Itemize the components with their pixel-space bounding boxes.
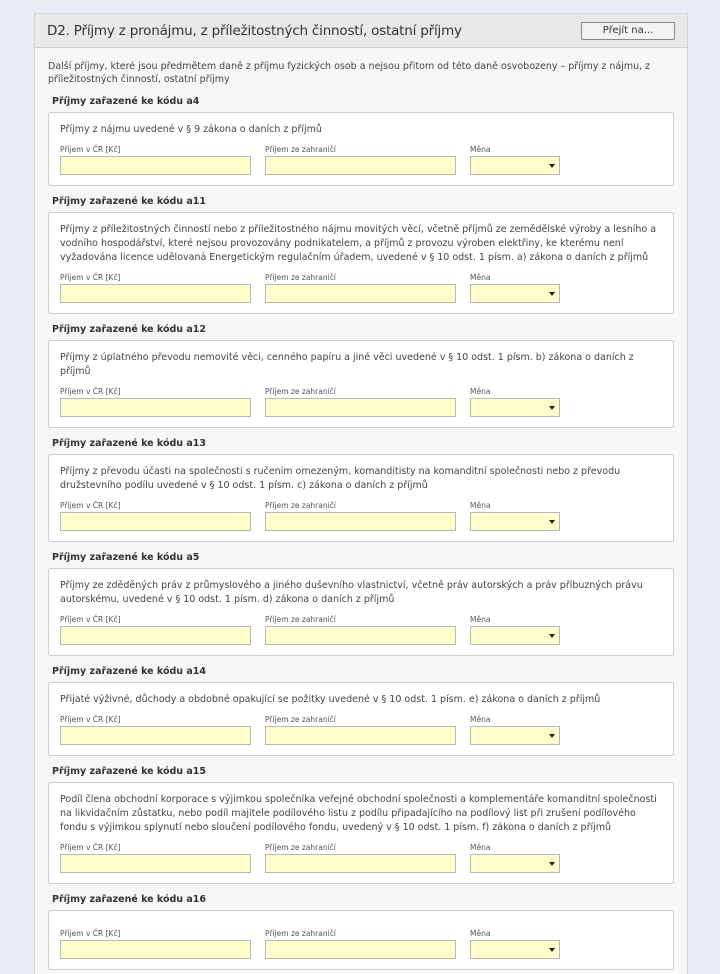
- currency-label: Měna: [470, 715, 491, 724]
- currency-group: [470, 273, 560, 303]
- intro-text: Další příjmy, které jsou předmětem daně z příjmu fyzických osob a nejsou přitom od této daně osvobozeny – příjmy z nájmu, z příležitostných činností, ostatní příjmy: [48, 61, 651, 85]
- section-description: Příjmy ze zděděných práv z průmyslového a jiného duševního vlastnictví, včetně práv autorských a práv příbuzných právu autorskému, uvedené v § 10 odst. 1 písm. d) zákona o daních z příjmů: [60, 580, 643, 605]
- income-cz-label: Příjem v ČR [Kč]: [60, 615, 121, 624]
- income-abroad-group: [265, 929, 470, 959]
- section-title: Příjmy zařazené ke kódu a12: [52, 324, 206, 335]
- income-abroad-label: Příjem ze zahraničí: [265, 715, 336, 724]
- income-cz-group: [60, 273, 265, 303]
- section-title: Příjmy zařazené ke kódu a11: [52, 196, 206, 207]
- section-title: Příjmy zařazené ke kódu a15: [52, 766, 206, 777]
- currency-select[interactable]: [470, 726, 560, 745]
- income-abroad-input[interactable]: [265, 156, 456, 175]
- currency-group: [470, 387, 560, 417]
- income-cz-input[interactable]: [60, 940, 251, 959]
- income-abroad-label: Příjem ze zahraničí: [265, 145, 336, 154]
- income-abroad-input[interactable]: [265, 626, 456, 645]
- currency-select[interactable]: [470, 512, 560, 531]
- income-cz-group: [60, 615, 265, 645]
- section-box: [48, 782, 674, 884]
- income-cz-group: [60, 387, 265, 417]
- panel-header: [35, 14, 687, 48]
- income-cz-label: Příjem v ČR [Kč]: [60, 387, 121, 396]
- section-fields: [60, 273, 661, 303]
- income-cz-input[interactable]: [60, 156, 251, 175]
- section-box: [48, 682, 674, 756]
- income-cz-input[interactable]: [60, 512, 251, 531]
- section-description: Příjmy z nájmu uvedené v § 9 zákona o daních z příjmů: [60, 124, 322, 135]
- income-abroad-label: Příjem ze zahraničí: [265, 615, 336, 624]
- currency-group: [470, 929, 560, 959]
- section-box: [48, 340, 674, 428]
- currency-group: [470, 615, 560, 645]
- income-cz-input[interactable]: [60, 284, 251, 303]
- currency-label: Měna: [470, 273, 491, 282]
- currency-select[interactable]: [470, 940, 560, 959]
- income-panel: [34, 13, 688, 974]
- income-abroad-group: [265, 145, 470, 175]
- section-box: [48, 454, 674, 542]
- income-cz-group: [60, 929, 265, 959]
- chevron-down-icon: [549, 634, 555, 638]
- chevron-down-icon: [549, 406, 555, 410]
- income-abroad-group: [265, 501, 470, 531]
- currency-select[interactable]: [470, 284, 560, 303]
- section-title: Příjmy zařazené ke kódu a14: [52, 666, 206, 677]
- section-title: Příjmy zařazené ke kódu a13: [52, 438, 206, 449]
- section-fields: [60, 715, 661, 745]
- income-cz-input[interactable]: [60, 398, 251, 417]
- income-cz-label: Příjem v ČR [Kč]: [60, 929, 121, 938]
- currency-select[interactable]: [470, 626, 560, 645]
- section-description: Příjmy z úplatného převodu nemovité věci, cenného papíru a jiné věci uvedené v § 10 odst. 1 písm. b) zákona o daních z příjmů: [60, 352, 634, 377]
- currency-group: [470, 715, 560, 745]
- chevron-down-icon: [549, 734, 555, 738]
- income-abroad-group: [265, 273, 470, 303]
- section-fields: [60, 615, 661, 645]
- panel-title: D2. Příjmy z pronájmu, z příležitostných činností, ostatní příjmy: [47, 22, 462, 39]
- goto-button[interactable]: Přejít na...: [581, 22, 675, 40]
- section-description: Příjmy z příležitostných činností nebo z příležitostného nájmu movitých věcí, včetně příjmů ze zemědělské výroby a lesního a vodního hospodářství, které nejsou provozovány podnikatelem, a příjmů z provozu výroben elektřiny, ke kterému není vyžadována licence udělovaná Energetickým regulačním úřadem, uvedené v § 10 odst. 1 písm. a) zákona o daních z příjmů: [60, 224, 657, 263]
- section-fields: [60, 843, 661, 873]
- chevron-down-icon: [549, 948, 555, 952]
- currency-label: Měna: [470, 501, 491, 510]
- currency-label: Měna: [470, 929, 491, 938]
- section-fields: [60, 501, 661, 531]
- income-cz-input[interactable]: [60, 626, 251, 645]
- income-abroad-input[interactable]: [265, 940, 456, 959]
- section-fields: [60, 145, 661, 175]
- currency-label: Měna: [470, 387, 491, 396]
- chevron-down-icon: [549, 520, 555, 524]
- income-abroad-label: Příjem ze zahraničí: [265, 843, 336, 852]
- income-abroad-input[interactable]: [265, 398, 456, 417]
- section-title: Příjmy zařazené ke kódu a5: [52, 552, 200, 563]
- currency-group: [470, 501, 560, 531]
- income-abroad-input[interactable]: [265, 284, 456, 303]
- income-abroad-label: Příjem ze zahraničí: [265, 387, 336, 396]
- income-abroad-label: Příjem ze zahraničí: [265, 501, 336, 510]
- income-abroad-group: [265, 843, 470, 873]
- income-cz-group: [60, 715, 265, 745]
- sections-container: [35, 96, 687, 970]
- section-description: Přijaté výživné, důchody a obdobné opakující se požitky uvedené v § 10 odst. 1 písm. e) zákona o daních z příjmů: [60, 694, 601, 705]
- section-description: Příjmy z převodu účasti na společnosti s ručením omezeným, komanditisty na komanditní společnosti nebo z převodu družstevního podílu uvedené v § 10 odst. 1 písm. c) zákona o daních z příjmů: [60, 466, 621, 491]
- income-cz-label: Příjem v ČR [Kč]: [60, 843, 121, 852]
- income-abroad-group: [265, 615, 470, 645]
- section-fields: [60, 929, 661, 959]
- section-title: Příjmy zařazené ke kódu a4: [52, 96, 200, 107]
- income-abroad-input[interactable]: [265, 726, 456, 745]
- income-cz-label: Příjem v ČR [Kč]: [60, 273, 121, 282]
- income-cz-group: [60, 501, 265, 531]
- currency-group: [470, 145, 560, 175]
- currency-label: Měna: [470, 615, 491, 624]
- income-abroad-label: Příjem ze zahraničí: [265, 929, 336, 938]
- section-box: [48, 568, 674, 656]
- section-box: [48, 112, 674, 186]
- income-abroad-input[interactable]: [265, 854, 456, 873]
- currency-label: Měna: [470, 145, 491, 154]
- currency-label: Měna: [470, 843, 491, 852]
- chevron-down-icon: [549, 292, 555, 296]
- chevron-down-icon: [549, 164, 555, 168]
- chevron-down-icon: [549, 862, 555, 866]
- income-cz-input[interactable]: [60, 854, 251, 873]
- section-box: [48, 910, 674, 970]
- income-cz-label: Příjem v ČR [Kč]: [60, 145, 121, 154]
- section-description: Podíl člena obchodní korporace s výjimkou společníka veřejné obchodní společnosti a komplementáře komanditní společnosti na likvidačním zůstatku, nebo podíl majitele podílového listu z podílu připadajícího na podílový list při zrušení podílového fondu s výjimkou splynutí nebo sloučení podílového fondu, uvedený v § 10 odst. 1 písm. f) zákona o daních z příjmů: [60, 794, 657, 833]
- income-abroad-group: [265, 715, 470, 745]
- currency-select[interactable]: [470, 398, 560, 417]
- income-abroad-label: Příjem ze zahraničí: [265, 273, 336, 282]
- section-fields: [60, 387, 661, 417]
- income-cz-label: Příjem v ČR [Kč]: [60, 501, 121, 510]
- income-cz-group: [60, 843, 265, 873]
- currency-group: [470, 843, 560, 873]
- income-abroad-input[interactable]: [265, 512, 456, 531]
- currency-select[interactable]: [470, 854, 560, 873]
- income-abroad-group: [265, 387, 470, 417]
- income-cz-label: Příjem v ČR [Kč]: [60, 715, 121, 724]
- currency-select[interactable]: [470, 156, 560, 175]
- section-title: Příjmy zařazené ke kódu a16: [52, 894, 206, 905]
- income-cz-input[interactable]: [60, 726, 251, 745]
- section-box: [48, 212, 674, 314]
- income-cz-group: [60, 145, 265, 175]
